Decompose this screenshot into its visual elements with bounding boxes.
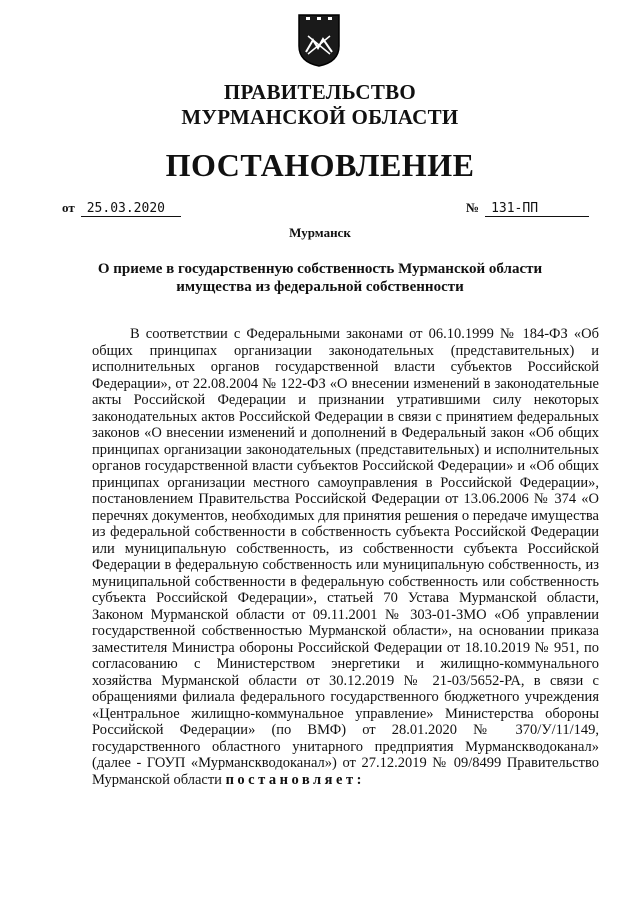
title-line-1: О приеме в государственную собственность Мурманской области: [97, 261, 543, 277]
coat-of-arms-icon: [296, 12, 342, 68]
coat-of-arms-emblem: [296, 12, 342, 68]
document-number: [466, 200, 589, 217]
number-label: №: [466, 200, 480, 215]
document-date: [62, 200, 181, 217]
body-text: В соответствии с Федеральными законами от 06.10.1999 № 184-ФЗ «Об общих принципах организации законодательных (представительных) и исполнительных органов государственной власти субъектов Российской Федерации», от 22.08.2004 № 122-ФЗ «О внесении изменений в законодательные акты Российской Федерации и признании утратившими силу некоторых законодательных актов Российской Федерации в связи с принятием федеральных законов «О внесении изменений и дополнений в Федеральный закон «Об общих принципах организации законодательных (представительных) и исполнительных органов государственной власти субъектов Российской Федерации» и «Об общих принципах организации местного самоуправления в Российской Федерации», постановлением Правительства Российской Федерации от 13.06.2006 № 374 «О перечнях документов, необходимых для принятия решения о передаче имущества из федеральной собственности в собственность субъекта Российской Федерации или муниципальную собственность, из собственности субъекта Российской Федерации в федеральную собственность или муниципальную собственность, из муниципальной собственности в федеральную собственность или собственность субъекта Российской Федерации», статьей 70 Устава Мурманской области, Законом Мурманской области от 09.11.2001 № 303-01-ЗМО «Об управлении государственной собственностью Мурманской области», на основании приказа заместителя Министра обороны Российской Федерации от 18.10.2019 № 951, по согласованию с Министерством энергетики и жилищно-коммунального хозяйства Мурманской области от 30.12.2019 № 21-03/5652-РА, в связи с обращениями филиала федерального государственного бюджетного учреждения «Центральное жилищно-коммунальное управление» Министерства обороны Российской Федерации» (по ВМФ) от 28.01.2020 № 370/У/11/149, государственного областного унитарного предприятия Мурманскводоканал» (далее - ГОУП «Мурманскводоканал») от 27.12.2019 № 09/8499 Правительство Мурманской области: [92, 326, 599, 788]
city-name: Мурманск: [289, 225, 351, 240]
document-type-heading: ПОСТАНОВЛЕНИЕ: [165, 147, 475, 183]
number-value: 131-ПП: [485, 201, 589, 217]
date-label: от: [62, 200, 75, 215]
body-paragraph: [92, 326, 599, 788]
decree-word: постановляет:: [225, 771, 365, 788]
government-name: [0, 80, 640, 130]
org-line-2: МУРМАНСКОЙ ОБЛАСТИ: [181, 105, 459, 129]
date-value: 25.03.2020: [81, 201, 181, 217]
document-title: [80, 260, 560, 296]
org-line-1: ПРАВИТЕЛЬСТВО: [223, 80, 417, 104]
title-line-2: имущества из федеральной собственности: [176, 279, 464, 295]
